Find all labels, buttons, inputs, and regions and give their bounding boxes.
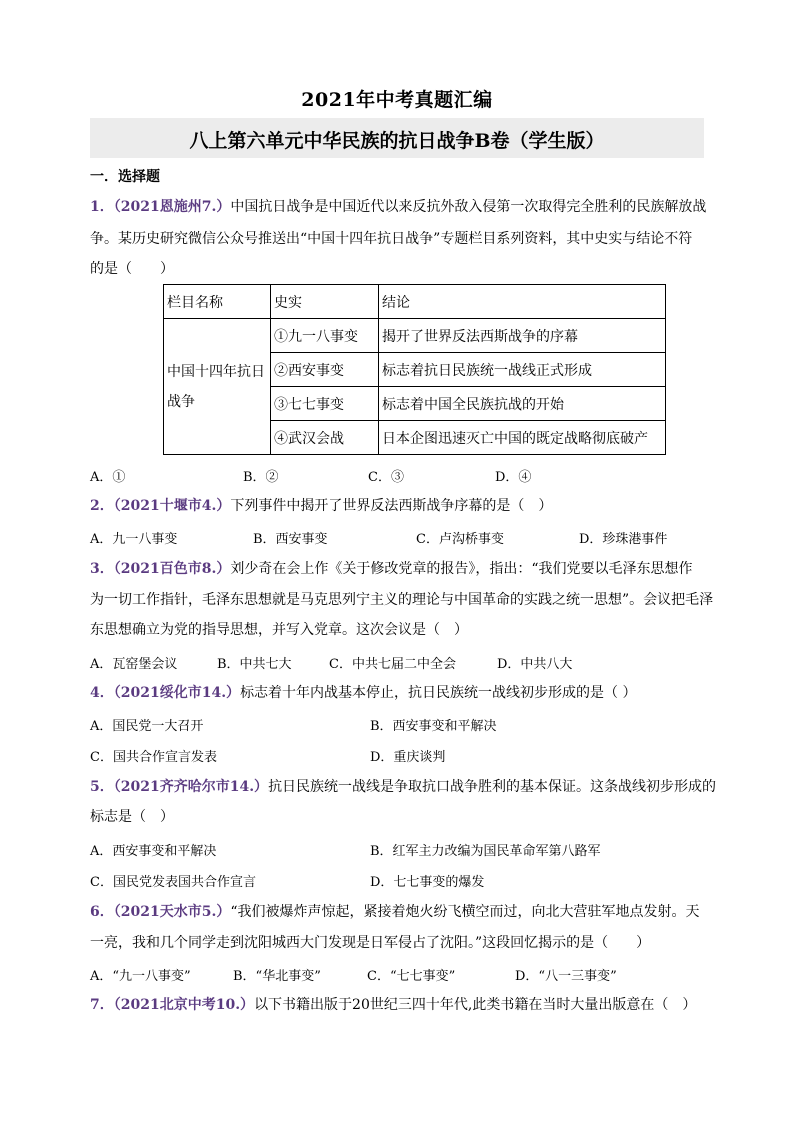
q6-option-a[interactable]: A．“九一八事变” xyxy=(90,969,191,984)
q1-line3: 的是（ ） xyxy=(90,261,174,277)
q5-line2: 标志是（ ） xyxy=(90,809,174,825)
table-row xyxy=(164,319,666,353)
q3-text1: 刘少奇在会上作《关于修改党章的报告》，指出：“我们党要以毛泽东思想作 xyxy=(230,561,693,577)
column-name-line2: 战争 xyxy=(167,393,195,410)
q6-option-b[interactable]: B．“华北事变” xyxy=(233,969,321,984)
column-name-line1: 中国十四年抗日 xyxy=(167,363,265,380)
table-cell-conclusion: 揭开了世界反法西斯战争的序幕 xyxy=(379,319,666,353)
q1-option-a[interactable]: A．① xyxy=(90,470,126,485)
q6-option-c[interactable]: C．“七七事变” xyxy=(367,969,456,984)
q5-options-row1 xyxy=(90,840,710,860)
page-subtitle: 八上第六单元中华民族的抗日战争B卷（学生版） xyxy=(189,130,605,152)
q6-line1 xyxy=(90,902,710,922)
q4-option-b[interactable]: B．西安事变和平解决 xyxy=(370,719,497,734)
q7-line1 xyxy=(90,995,710,1015)
q2-line1 xyxy=(90,496,710,516)
q3-line2: 为一切工作指针，毛泽东思想就是马克思列宁主义的理论与中国革命的实践之统一思想”。会议把毛泽 xyxy=(90,592,714,608)
q1-line1 xyxy=(90,197,710,217)
q5-options-row2 xyxy=(90,871,710,891)
q3-options xyxy=(90,653,710,673)
table-cell-conclusion: 标志着抗日民族统一战线正式形成 xyxy=(379,353,666,387)
table-cell-conclusion: 日本企图迅速灭亡中国的既定战略彻底破产 xyxy=(379,421,666,455)
table-cell-fact: ③七七事变 xyxy=(271,387,379,421)
q4-option-a[interactable]: A．国民党一大召开 xyxy=(90,719,204,734)
table-cell-conclusion: 标志着中国全民族抗战的开始 xyxy=(379,387,666,421)
q3-option-d[interactable]: D．中共八大 xyxy=(497,657,573,672)
q2-option-c[interactable]: C．卢沟桥事变 xyxy=(416,532,504,547)
table-merged-cell xyxy=(164,319,271,455)
q5-option-d[interactable]: D．七七事变的爆发 xyxy=(370,875,485,890)
q2-text1: 下列事件中揭开了世界反法西斯战争序幕的是（ ） xyxy=(230,498,553,514)
q7-text1: 以下书籍出版于20世纪三四十年代,此类书籍在当时大量出版意在（ ） xyxy=(254,997,697,1013)
q3-number: 3．（2021百色市8.） xyxy=(90,561,231,577)
q4-options-row2 xyxy=(90,746,710,766)
q5-option-c[interactable]: C．国民党发表国共合作宣言 xyxy=(90,875,256,890)
q7-number: 7．（2021北京中考10.） xyxy=(90,997,255,1013)
q3-line1 xyxy=(90,559,710,579)
q1-table xyxy=(163,284,666,455)
q5-line1 xyxy=(90,777,717,797)
table-cell-fact: ④武汉会战 xyxy=(271,421,379,455)
q6-option-d[interactable]: D．“八一三事变” xyxy=(515,969,617,984)
q1-options xyxy=(90,466,710,486)
q5-number: 5．（2021齐齐哈尔市14.） xyxy=(90,779,269,795)
page-title: 2021年中考真题汇编 xyxy=(301,89,493,111)
q6-text1: “我们被爆炸声惊起，紧接着炮火纷飞横空而过，向北大营驻军地点发射。天 xyxy=(230,904,700,920)
q4-text1: 标志着十年内战基本停止，抗日民族统一战线初步形成的是（ ） xyxy=(240,685,637,701)
q3-option-c[interactable]: C．中共七届二中全会 xyxy=(329,657,456,672)
table-cell-fact: ①九一八事变 xyxy=(271,319,379,353)
q1-number: 1．（2021恩施州7.） xyxy=(90,199,231,215)
q4-option-d[interactable]: D．重庆谈判 xyxy=(370,750,446,765)
q3-option-a[interactable]: A．瓦窑堡会议 xyxy=(90,657,178,672)
q1-option-c[interactable]: C．③ xyxy=(368,470,404,485)
q4-options-row1 xyxy=(90,715,710,735)
q2-options xyxy=(90,528,710,548)
q3-line3: 东思想确立为党的指导思想，并写入党章。这次会议是（ ） xyxy=(90,622,468,638)
q3-option-b[interactable]: B．中共七大 xyxy=(217,657,292,672)
q6-options xyxy=(90,965,710,985)
section-heading: 一．选择题 xyxy=(90,169,160,185)
q4-line1 xyxy=(90,683,710,703)
q1-option-b[interactable]: B．② xyxy=(243,470,279,485)
q4-number: 4．（2021绥化市14.） xyxy=(90,685,241,701)
q6-number: 6．（2021天水市5.） xyxy=(90,904,231,920)
q2-number: 2．（2021十堰市4.） xyxy=(90,498,231,514)
q2-option-d[interactable]: D．珍珠港事件 xyxy=(579,532,668,547)
q4-option-c[interactable]: C．国共合作宣言发表 xyxy=(90,750,217,765)
table-header-cell: 栏目名称 xyxy=(164,285,271,319)
table-cell-fact: ②西安事变 xyxy=(271,353,379,387)
q1-option-d[interactable]: D．④ xyxy=(495,470,532,485)
q1-text1: 中国抗日战争是中国近代以来反抗外敌入侵第一次取得完全胜利的民族解放战 xyxy=(230,199,707,215)
q1-line2: 争。某历史研究微信公众号推送出“中国十四年抗日战争”专题栏目系列资料，其中史实与结论不符 xyxy=(90,231,693,247)
table-header-row xyxy=(164,285,666,319)
table-header-cell: 史实 xyxy=(271,285,379,319)
q2-option-a[interactable]: A．九一八事变 xyxy=(90,532,178,547)
table-header-cell: 结论 xyxy=(379,285,666,319)
q2-option-b[interactable]: B．西安事变 xyxy=(253,532,328,547)
q5-option-a[interactable]: A．西安事变和平解决 xyxy=(90,844,217,859)
q5-text1: 抗日民族统一战线是争取抗口战争胜利的基本保证。这条战线初步形成的 xyxy=(268,779,717,795)
q6-line2: 一亮，我和几个同学走到沈阳城西大门发现是日军侵占了沈阳。”这段回忆揭示的是（ ） xyxy=(90,935,651,951)
q5-option-b[interactable]: B．红军主力改编为国民革命军第八路军 xyxy=(370,844,601,859)
